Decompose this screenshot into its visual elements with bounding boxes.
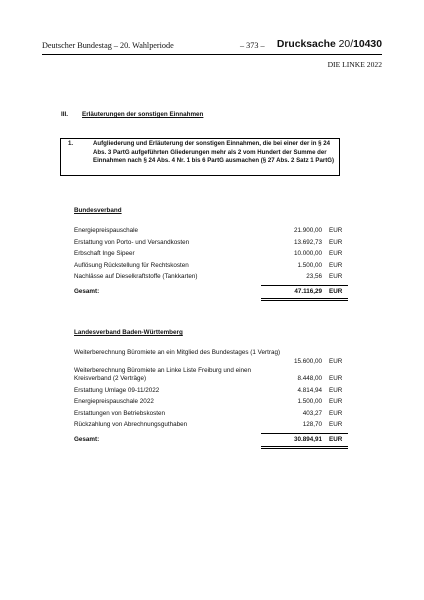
- row-amount: 8.448,00: [297, 375, 322, 383]
- page-header: [42, 40, 382, 54]
- header-page-number: – 373 –: [240, 41, 265, 50]
- row-label: Erstattungen von Betriebskosten: [74, 409, 166, 417]
- row-label: Erstattung von Porto- und Versandkosten: [74, 238, 190, 246]
- section-number: III.: [61, 111, 68, 118]
- row-currency: EUR: [329, 357, 343, 365]
- row-currency: EUR: [329, 238, 343, 246]
- row-currency: EUR: [329, 273, 343, 281]
- bundesverband-total-rule: [261, 285, 348, 286]
- row-amount: 23,56: [306, 273, 322, 281]
- total-amount: 47.116,29: [294, 288, 322, 295]
- row-label: Erstattung Umlage 09-11/2022: [74, 386, 160, 394]
- row-amount: 13.692,73: [293, 238, 322, 246]
- row-currency: EUR: [329, 398, 343, 406]
- row-amount: 21.900,00: [293, 227, 322, 234]
- row-amount: 10.000,00: [293, 250, 322, 258]
- table-row: [74, 262, 349, 274]
- landesverband-total: [74, 436, 349, 446]
- row-currency: EUR: [329, 261, 343, 269]
- total-amount: 30.894,91: [293, 436, 322, 443]
- row-currency: EUR: [329, 375, 343, 383]
- row-currency: EUR: [329, 386, 343, 394]
- explanation-box: [60, 138, 340, 176]
- row-label: Auflösung Rückstellung für Rechtskosten: [74, 261, 189, 269]
- row-amount: 1.500,00: [297, 398, 322, 406]
- total-currency: EUR: [329, 288, 343, 295]
- box-number: 1.: [68, 140, 74, 147]
- row-label: Weiterberechnung Büromiete an Linke Liste Freiburg und einen Kreisverband (2 Verträge): [74, 366, 252, 383]
- table-row: [74, 367, 349, 387]
- row-currency: EUR: [329, 409, 343, 417]
- row-currency: EUR: [329, 250, 343, 258]
- total-label: Gesamt:: [74, 288, 100, 295]
- section-title: Erläuterungen der sonstigen Einnahmen: [82, 111, 204, 118]
- landesverband-title: Landesverband Baden-Württemberg: [74, 329, 183, 336]
- table-row: [74, 273, 349, 285]
- row-label: Erbschaft Inge Sipeer: [74, 250, 135, 258]
- table-row: [74, 410, 349, 422]
- table-row: [74, 250, 349, 262]
- bundesverband-title: Bundesverband: [74, 207, 122, 214]
- row-amount: 15.600,00: [293, 357, 322, 365]
- table-row: [74, 227, 349, 239]
- row-label: Energiepreispauschale 2022: [74, 398, 154, 406]
- row-label: Nachlässe auf Dieselkraftstoffe (Tankkarten): [74, 273, 198, 281]
- row-amount: 4.814,94: [297, 386, 322, 394]
- bundesverband-total: [74, 288, 349, 298]
- total-currency: EUR: [329, 436, 343, 443]
- total-label: Gesamt:: [74, 436, 100, 443]
- header-document-number: [277, 39, 382, 50]
- table-row: [74, 421, 349, 433]
- header-doc-num-prefix: 20/: [338, 39, 354, 50]
- row-label: Rückzahlung von Abrechnungsguthaben: [74, 421, 188, 429]
- table-row: [74, 398, 349, 410]
- table-row: [74, 239, 349, 251]
- landesverband-total-rule: [261, 433, 348, 434]
- header-doc-label: Drucksache: [276, 39, 336, 50]
- row-label: Energiepreispauschale: [74, 227, 139, 234]
- bundesverband-total-double-rule: [261, 298, 348, 301]
- row-label: Weiterberechnung Büromiete an ein Mitglied des Bundestages (1 Vertrag): [74, 349, 281, 356]
- header-rule: [42, 54, 382, 55]
- table-row: [74, 349, 349, 367]
- box-text: Aufgliederung und Erläuterung der sonstigen Einnahmen, die bei einer der in § 24 Abs. 3 PartG aufgeführten Gliederungen mehr als 2 vom Hundert der Summe der Einnahmen nach § 24 Abs. 4 Nr. 1 bis 6 PartG ausmachen (§ 27 Abs. 2 Satz 1 PartG): [93, 140, 335, 165]
- row-amount: 403,27: [302, 409, 322, 417]
- bundesverband-rows: [74, 227, 349, 285]
- header-doc-num-suffix: 10430: [353, 39, 382, 50]
- row-currency: EUR: [329, 421, 343, 429]
- landesverband-rows: [74, 349, 349, 433]
- row-amount: 1.500,00: [297, 261, 322, 269]
- row-amount: 128,70: [302, 421, 322, 429]
- header-party: DIE LINKE 2022: [327, 60, 382, 69]
- landesverband-total-double-rule: [261, 446, 348, 449]
- header-parliament: Deutscher Bundestag – 20. Wahlperiode: [42, 41, 174, 50]
- row-currency: EUR: [329, 227, 343, 234]
- table-row: [74, 387, 349, 399]
